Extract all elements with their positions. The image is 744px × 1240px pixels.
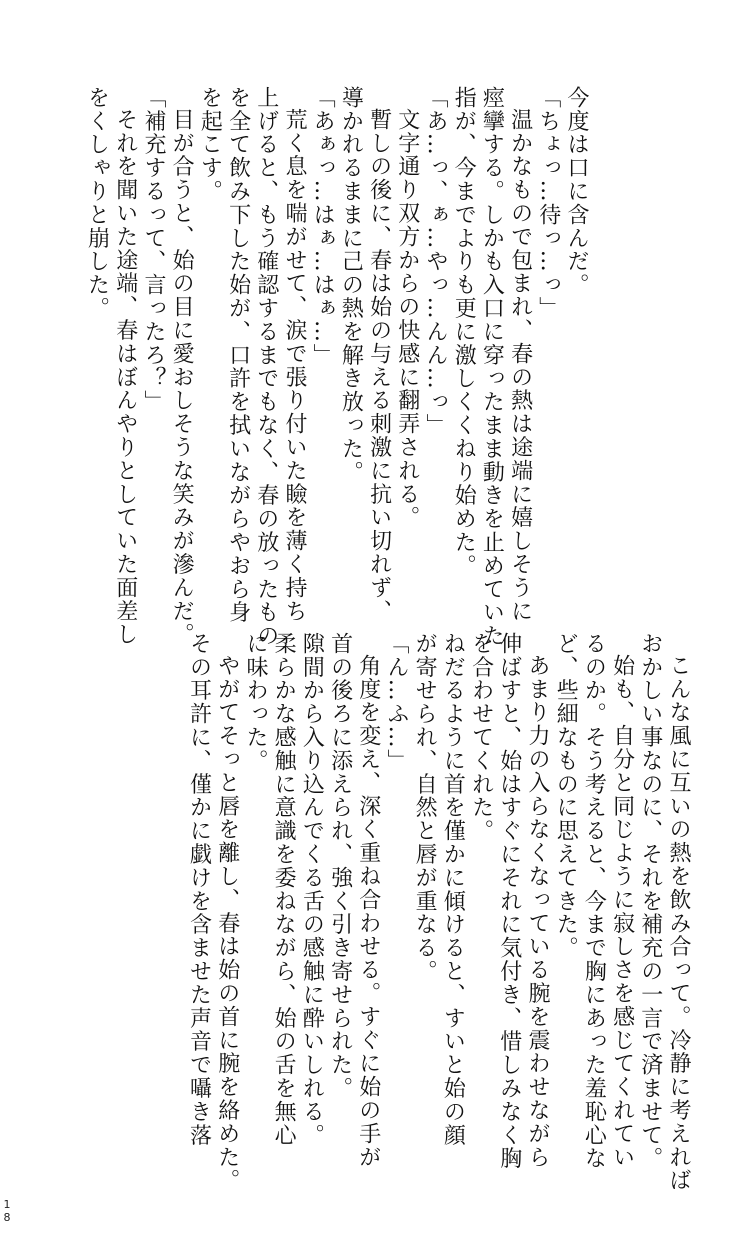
text-line: 隙間から入り込んでくる舌の感触に酔いしれる。 <box>299 632 325 1147</box>
text-line: るのか。そう考えると、今まで胸にあった羞恥心な <box>581 632 607 1171</box>
text-block-upper <box>84 86 590 648</box>
text-line: ど、些細なものに思えてきた。 <box>553 632 579 960</box>
text-line: 「補充するって、言ったろ？」 <box>140 86 166 414</box>
text-line: 「ん…ふ…」 <box>383 632 409 773</box>
text-line: あまり力の入らなくなっている腕を震わせながら <box>524 654 550 1169</box>
text-line: やがてそっと唇を離し、春は始の首に腕を絡めた。 <box>214 654 240 1193</box>
text-line: 温かなもので包まれ、春の熱は途端に嬉しそうに <box>507 108 533 623</box>
page-number <box>0 1198 14 1224</box>
text-line: 荒く息を喘がせて、涙で張り付いた瞼を薄く持ち <box>281 108 307 623</box>
text-line: 導かれるままに己の熱を解き放った。 <box>338 86 364 484</box>
text-line: をくしゃりと崩した。 <box>84 86 110 320</box>
text-line: を起こす。 <box>197 86 223 203</box>
text-line: 上げると、もう確認するまでもなく、春の放ったもの <box>253 86 279 648</box>
text-line: ねだるように首を僅かに傾けると、すいと始の顔 <box>440 632 466 1147</box>
page-number-digit: 8 <box>3 1211 11 1224</box>
text-line: こんな風に互いの熱を飲み合って。冷静に考えれば <box>666 654 691 1193</box>
text-line: を合わせてくれた。 <box>468 632 494 843</box>
text-block-lower <box>112 632 692 1193</box>
text-line: 「あ…っ、ぁ…やっ…んん…っ」 <box>422 86 448 437</box>
text-line: 柔らかな感触に意識を委ねながら、始の舌を無心 <box>271 632 297 1147</box>
text-line: 文字通り双方からの快感に翻弄される。 <box>394 108 420 530</box>
text-line: に味わった。 <box>242 632 268 773</box>
text-line: 「ちょっ…待っ…っ」 <box>535 86 561 320</box>
text-line: 首の後ろに添えられ、強く引き寄せられた。 <box>327 632 353 1100</box>
text-line: が寄せられ、自然と唇が重なる。 <box>412 632 438 983</box>
page-number-digit: 1 <box>3 1198 11 1211</box>
text-line: を全て飲み下した始が、口許を拭いながらやおら身 <box>225 86 251 625</box>
text-line: 目が合うと、始の目に愛おしそうな笑みが滲んだ。 <box>169 108 195 647</box>
text-line: 伸ばすと、始はすぐにそれに気付き、惜しみなく胸 <box>496 632 522 1171</box>
text-line: 角度を変え、深く重ね合わせる。すぐに始の手が <box>355 654 381 1169</box>
text-line: 「あぁっ…はぁ…はぁ…」 <box>310 86 336 367</box>
text-line: その耳許に、僅かに戯けを含ませた声音で囁き落 <box>186 632 212 1147</box>
text-line: 痙攣する。しかも入口に穿ったまま動きを止めていた <box>479 86 505 648</box>
text-line: おかしい事なのに、それを補充の一言で済ませて。 <box>637 632 663 1171</box>
text-line: 暫しの後に、春は始の与える刺激に抗い切れず、 <box>366 108 392 623</box>
text-line: 今度は口に含んだ。 <box>564 86 589 297</box>
text-line: それを聞いた途端、春はぼんやりとしていた面差し <box>112 108 138 647</box>
text-line: 指が、今までよりも更に激しくくねり始めた。 <box>451 86 477 578</box>
text-line: 始も、自分と同じように寂しさを感じてくれてい <box>609 654 635 1169</box>
